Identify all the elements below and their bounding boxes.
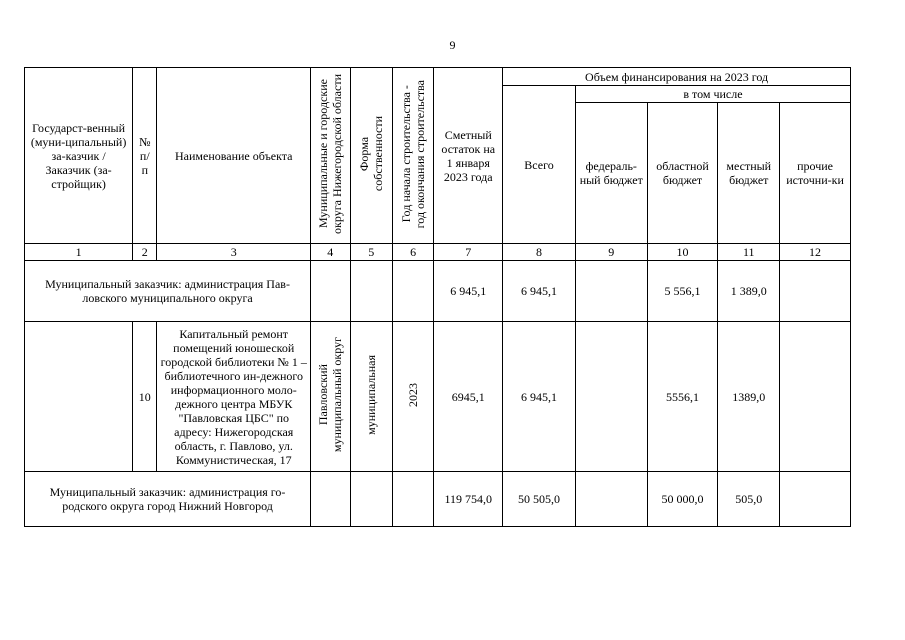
header-regional: областной бюджет	[647, 103, 718, 244]
empty-cell	[311, 472, 350, 527]
other-cell	[780, 322, 851, 472]
page-number: 9	[449, 38, 456, 52]
header-including: в том числе	[575, 86, 850, 103]
regional-cell: 5 556,1	[647, 261, 718, 322]
header-ownership	[350, 68, 392, 244]
header-customer: Государст-венный (муни-ципальный) за-казчик / Заказчик (за-стройщик)	[25, 68, 133, 244]
header-local: местный бюджет	[718, 103, 780, 244]
empty-cell	[25, 322, 133, 472]
header-object-name: Наименование объекта	[157, 68, 311, 244]
number-cell: 10	[133, 322, 157, 472]
object-name-cell: Капитальный ремонт помещений юношеской городской библиотеки № 1 – библиотечного ин-дежного информационного моло-дежного центра МБУК "Павловская ЦБС" по адресу: Нижегородская область, г. Павлово, ул. Коммунистическая, 17	[157, 322, 311, 472]
col-number: 12	[780, 244, 851, 261]
header-years	[392, 68, 433, 244]
col-number: 8	[503, 244, 576, 261]
total-cell: 50 505,0	[503, 472, 576, 527]
header-ownership-line1: Форма	[357, 136, 372, 172]
local-cell: 1389,0	[718, 322, 780, 472]
ownership-text: муниципальная	[364, 355, 379, 435]
header-number: № п/ п	[133, 68, 157, 244]
balance-cell: 119 754,0	[434, 472, 503, 527]
empty-cell	[392, 261, 433, 322]
federal-cell	[575, 472, 647, 527]
header-funding: Объем финансирования на 2023 год	[503, 68, 851, 86]
federal-cell	[575, 322, 647, 472]
total-cell: 6 945,1	[503, 261, 576, 322]
empty-cell	[311, 261, 350, 322]
regional-cell: 50 000,0	[647, 472, 718, 527]
col-number: 1	[25, 244, 133, 261]
balance-cell: 6 945,1	[434, 261, 503, 322]
header-years-line2: год окончания строительства	[413, 79, 428, 229]
total-cell: 6 945,1	[503, 322, 576, 472]
ownership-cell	[350, 322, 392, 472]
district-cell	[311, 322, 350, 472]
other-cell	[780, 472, 851, 527]
column-numbers-row	[25, 244, 851, 261]
federal-cell	[575, 261, 647, 322]
col-number: 3	[157, 244, 311, 261]
empty-cell	[350, 261, 392, 322]
col-number: 10	[647, 244, 718, 261]
col-number: 9	[575, 244, 647, 261]
header-other: прочие источни-ки	[780, 103, 851, 244]
financing-table	[24, 67, 851, 527]
col-number: 7	[434, 244, 503, 261]
table-row-object	[25, 322, 851, 472]
district-line2: муниципальный округ	[330, 337, 345, 453]
header-district-line2: округа Нижегородской области	[330, 74, 345, 234]
col-number: 2	[133, 244, 157, 261]
table-row-customer-nn	[25, 472, 851, 527]
col-number: 11	[718, 244, 780, 261]
local-cell: 1 389,0	[718, 261, 780, 322]
col-number: 6	[392, 244, 433, 261]
header-balance: Сметный остаток на 1 января 2023 года	[434, 68, 503, 244]
header-years-line1: Год начала строительства -	[399, 85, 414, 223]
header-district-line1: Муниципальные и городские	[316, 79, 331, 229]
col-number: 5	[350, 244, 392, 261]
customer-cell: Муниципальный заказчик: администрация го-родского округа город Нижний Новгород	[25, 472, 311, 527]
local-cell: 505,0	[718, 472, 780, 527]
balance-cell: 6945,1	[434, 322, 503, 472]
header-federal: федераль-ный бюджет	[575, 103, 647, 244]
header-ownership-line2: собственности	[371, 116, 386, 192]
empty-cell	[392, 472, 433, 527]
header-total: Всего	[503, 86, 576, 244]
regional-cell: 5556,1	[647, 322, 718, 472]
district-line1: Павловский	[316, 364, 331, 426]
years-cell	[392, 322, 433, 472]
header-row-1	[25, 68, 851, 86]
empty-cell	[350, 472, 392, 527]
col-number: 4	[311, 244, 350, 261]
header-district	[311, 68, 350, 244]
table-row-customer-pavlovo	[25, 261, 851, 322]
other-cell	[780, 261, 851, 322]
customer-cell: Муниципальный заказчик: администрация Пав-ловского муниципального округа	[25, 261, 311, 322]
years-text: 2023	[406, 383, 421, 407]
